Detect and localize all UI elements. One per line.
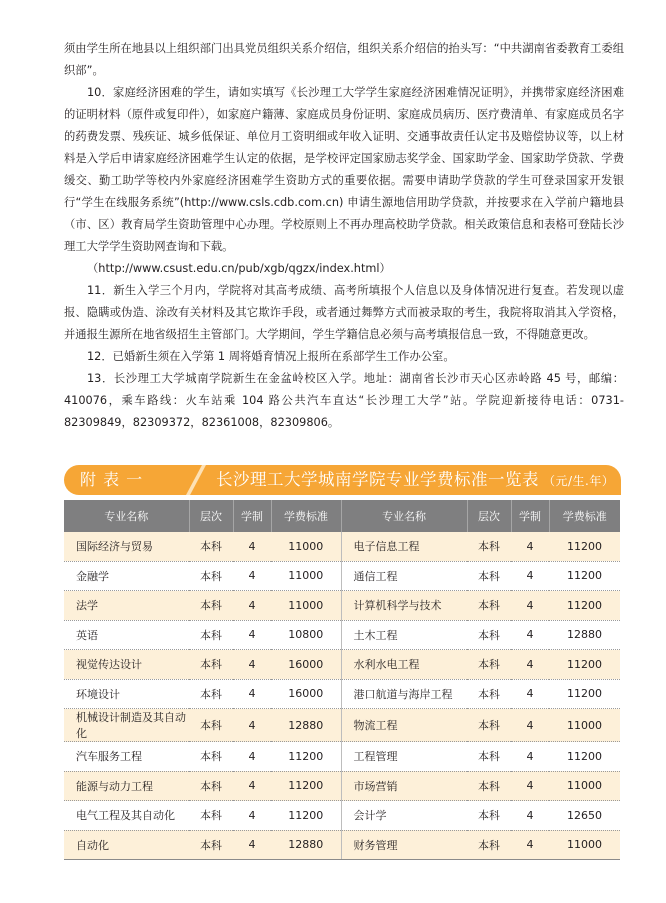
table-header-row — [64, 500, 620, 532]
table-row — [64, 830, 620, 860]
cell-major: 财务管理 — [341, 830, 467, 860]
cell-duration: 4 — [511, 561, 549, 591]
cell-duration: 4 — [233, 679, 271, 709]
cell-major: 会计学 — [341, 801, 467, 831]
cell-level: 本科 — [189, 679, 233, 709]
cell-fee: 11000 — [271, 561, 341, 591]
cell-fee: 16000 — [271, 650, 341, 680]
cell-major: 物流工程 — [341, 709, 467, 742]
cell-duration: 4 — [233, 801, 271, 831]
cell-level: 本科 — [189, 591, 233, 621]
cell-level: 本科 — [189, 742, 233, 772]
cell-fee: 11000 — [271, 591, 341, 621]
table-banner — [64, 465, 621, 495]
cell-level: 本科 — [189, 650, 233, 680]
cell-major: 自动化 — [64, 830, 189, 860]
cell-duration: 4 — [511, 679, 549, 709]
cell-duration: 4 — [233, 709, 271, 742]
cell-level: 本科 — [467, 591, 511, 621]
cell-fee: 11200 — [271, 801, 341, 831]
cell-duration: 4 — [511, 532, 549, 561]
header-duration: 学制 — [511, 500, 549, 532]
cell-fee: 10800 — [271, 620, 341, 650]
cell-fee: 11000 — [549, 830, 620, 860]
cell-level: 本科 — [467, 532, 511, 561]
cell-level: 本科 — [467, 830, 511, 860]
cell-level: 本科 — [467, 771, 511, 801]
table-row — [64, 742, 620, 772]
cell-level: 本科 — [467, 679, 511, 709]
cell-level: 本科 — [189, 532, 233, 561]
cell-major: 英语 — [64, 620, 189, 650]
cell-fee: 12650 — [549, 801, 620, 831]
cell-fee: 11000 — [271, 532, 341, 561]
cell-level: 本科 — [189, 801, 233, 831]
cell-level: 本科 — [467, 801, 511, 831]
cell-duration: 4 — [233, 532, 271, 561]
cell-fee: 12880 — [271, 709, 341, 742]
cell-major: 环境设计 — [64, 679, 189, 709]
cell-fee: 11200 — [549, 679, 620, 709]
cell-level: 本科 — [467, 650, 511, 680]
cell-level: 本科 — [189, 561, 233, 591]
cell-fee: 11200 — [271, 771, 341, 801]
cell-major: 能源与动力工程 — [64, 771, 189, 801]
table-body — [64, 532, 620, 860]
header-duration: 学制 — [233, 500, 271, 532]
notice-text — [64, 38, 624, 434]
cell-duration: 4 — [511, 742, 549, 772]
cell-major: 工程管理 — [341, 742, 467, 772]
table-row — [64, 561, 620, 591]
banner-title-text: 长沙理工大学城南学院专业学费标准一览表 — [216, 470, 539, 489]
cell-level: 本科 — [467, 742, 511, 772]
cell-level: 本科 — [189, 771, 233, 801]
cell-duration: 4 — [511, 709, 549, 742]
table-row — [64, 801, 620, 831]
cell-major: 机械设计制造及其自动化 — [64, 709, 189, 742]
cell-duration: 4 — [233, 591, 271, 621]
header-level: 层次 — [189, 500, 233, 532]
table-row — [64, 532, 620, 561]
paragraph-address: 13．长沙理工大学城南学院新生在金盆岭校区入学。地址：湖南省长沙市天心区赤岭路 45 号，邮编：410076，乘车路线：火车站乘 104 路公共汽车直达“长沙理工大学”站。学院迎新接待电话：0731-82309849，82309372，82361008，82309806。 — [64, 372, 624, 429]
cell-major: 汽车服务工程 — [64, 742, 189, 772]
cell-major: 电子信息工程 — [341, 532, 467, 561]
cell-duration: 4 — [233, 650, 271, 680]
header-fee: 学费标准 — [549, 500, 620, 532]
cell-duration: 4 — [511, 591, 549, 621]
table-row — [64, 679, 620, 709]
table-row — [64, 771, 620, 801]
cell-major: 水利水电工程 — [341, 650, 467, 680]
tuition-table — [64, 500, 620, 860]
cell-level: 本科 — [467, 561, 511, 591]
cell-fee: 16000 — [271, 679, 341, 709]
cell-fee: 12880 — [271, 830, 341, 860]
cell-fee: 11200 — [549, 650, 620, 680]
cell-level: 本科 — [189, 620, 233, 650]
banner-label: 附 表 一 — [80, 470, 144, 489]
cell-major: 计算机科学与技术 — [341, 591, 467, 621]
cell-duration: 4 — [233, 561, 271, 591]
banner-unit: （元/生.年） — [543, 474, 615, 488]
cell-duration: 4 — [233, 771, 271, 801]
cell-duration: 4 — [511, 771, 549, 801]
cell-major: 视觉传达设计 — [64, 650, 189, 680]
cell-fee: 11200 — [549, 742, 620, 772]
table-row — [64, 709, 620, 742]
cell-duration: 4 — [233, 620, 271, 650]
table-row — [64, 620, 620, 650]
header-major: 专业名称 — [341, 500, 467, 532]
cell-fee: 11200 — [549, 532, 620, 561]
cell-major: 通信工程 — [341, 561, 467, 591]
cell-major: 市场营销 — [341, 771, 467, 801]
cell-major: 国际经济与贸易 — [64, 532, 189, 561]
cell-major: 法学 — [64, 591, 189, 621]
paragraph-financial-aid: 10．家庭经济困难的学生，请如实填写《长沙理工大学学生家庭经济困难情况证明》，并携带家庭经济困难的证明材料（原件或复印件），如家庭户籍薄、家庭成员身份证明、家庭成员病历、医疗费清单、有家庭成员名字的药费发票、残疾证、城乡低保证、单位月工资明细或年收入证明、交通事故责任认定书及赔偿协议等，以上材料是入学后申请家庭经济困难学生认定的依据，是学校评定国家励志奖学金、国家助学金、国家助学贷款、学费缓交、勤工助学等校内外家庭经济困难学生资助方式的重要依据。需要申请助学贷款的学生可登录国家开发银行“学生在线服务系统”(http://www.csls.cdb.com.cn) 申请生源地信用助学贷款，并按要求在入学前户籍地县（市、区）教育局学生资助管理中心办理。学校原则上不再办理高校助学贷款。相关政策信息和表格可登陆长沙理工大学学生资助网查询和下载。 — [64, 86, 624, 253]
cell-fee: 11000 — [549, 771, 620, 801]
cell-level: 本科 — [467, 709, 511, 742]
header-fee: 学费标准 — [271, 500, 341, 532]
paragraph-aid-url: （http://www.csust.edu.cn/pub/xgb/qgzx/index.html） — [87, 262, 391, 275]
cell-duration: 4 — [233, 830, 271, 860]
table-row — [64, 591, 620, 621]
cell-fee: 11000 — [549, 709, 620, 742]
cell-duration: 4 — [511, 650, 549, 680]
paragraph-party-letter: 须由学生所在地县以上组织部门出具党员组织关系介绍信，组织关系介绍信的抬头写：“中共湖南省委教育工委组织部”。 — [64, 42, 624, 77]
cell-duration: 4 — [511, 801, 549, 831]
cell-major: 土木工程 — [341, 620, 467, 650]
cell-fee: 11200 — [549, 561, 620, 591]
cell-fee: 11200 — [271, 742, 341, 772]
header-level: 层次 — [467, 500, 511, 532]
cell-fee: 12880 — [549, 620, 620, 650]
banner-title — [216, 465, 614, 495]
header-major: 专业名称 — [64, 500, 189, 532]
cell-duration: 4 — [233, 742, 271, 772]
cell-major: 港口航道与海岸工程 — [341, 679, 467, 709]
cell-duration: 4 — [511, 830, 549, 860]
table-row — [64, 650, 620, 680]
cell-level: 本科 — [189, 709, 233, 742]
cell-level: 本科 — [189, 830, 233, 860]
cell-duration: 4 — [511, 620, 549, 650]
cell-major: 金融学 — [64, 561, 189, 591]
cell-major: 电气工程及其自动化 — [64, 801, 189, 831]
paragraph-review: 11．新生入学三个月内，学院将对其高考成绩、高考所填报个人信息以及身体情况进行复查。若发现以虚报、隐瞒或伪造、涂改有关材料及其它欺诈手段，或者通过舞弊方式而被录取的考生，我院将取消其入学资格，并通报生源所在地省级招生主管部门。大学期间，学生学籍信息必须与高考填报信息一致，不得随意更改。 — [64, 284, 624, 341]
cell-fee: 11200 — [549, 591, 620, 621]
cell-level: 本科 — [467, 620, 511, 650]
paragraph-married: 12．已婚新生须在入学第 1 周将婚育情况上报所在系部学生工作办公室。 — [87, 350, 455, 363]
